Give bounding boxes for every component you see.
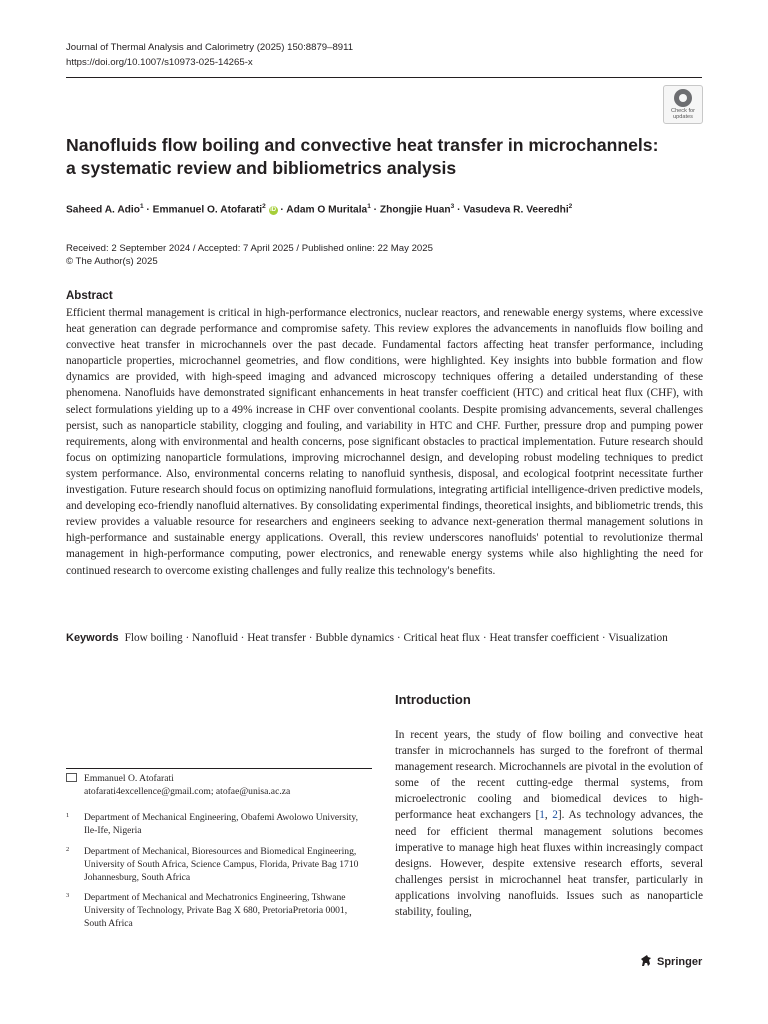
check-for-updates-badge[interactable]	[663, 85, 703, 124]
author-affiliation-mark: 2	[568, 203, 573, 210]
author-affiliation-mark: 2	[262, 203, 266, 210]
author-affiliation-mark: 1	[367, 203, 371, 210]
author-name[interactable]: Emmanuel O. Atofarati	[152, 204, 263, 216]
author-name[interactable]: Vasudeva R. Veeredhi	[463, 204, 569, 216]
copyright-line: © The Author(s) 2025	[66, 256, 158, 267]
journal-header	[66, 41, 353, 70]
affiliation-number: 2	[66, 846, 70, 853]
introduction-text	[395, 727, 703, 920]
affiliation	[66, 845, 366, 884]
affiliation-text: Department of Mechanical and Mechatronics Engineering, Tshwane University of Technology, Private Bag X 680, PretoriaPretoria 0001, South Africa	[84, 892, 348, 929]
author-list: Saheed A. Adio$^1$ · Emmanuel O. Atofarati$^2$ iD · Adam O Muritala$^1$ · Zhongjie Huan$^3$ · Vasudeva R. Veeredhi$^2$	[66, 203, 573, 216]
footnote-rule	[66, 768, 372, 769]
title-line-1: Nanofluids flow boiling and convective heat transfer in microchannels:	[66, 135, 659, 155]
citation-separator: ,	[544, 809, 553, 822]
affiliation-number: 3	[66, 892, 70, 899]
orcid-icon[interactable]: iD	[270, 207, 277, 214]
envelope-icon	[66, 773, 77, 782]
citation-link[interactable]: 2	[552, 809, 558, 822]
introduction-heading: Introduction	[395, 692, 471, 707]
affiliation-text: Department of Mechanical Engineering, Obafemi Awolowo University, Ile-Ife, Nigeria	[84, 812, 358, 836]
keywords-label: Keywords	[66, 632, 119, 644]
keywords-section	[66, 630, 703, 647]
intro-text-part: ]. As technology advances, the need for efficient thermal management solutions becomes imperative to manage high heat fluxes within increasingly compact designs. However, despite extensive research efforts, several challenges persist in microchannel heat transfer, particularly in applications involving nanofluids. Issues such as nanoparticle stability, fouling,	[395, 809, 703, 919]
intro-text-part: In recent years, the study of flow boiling and convective heat transfer in microchannels has surged to the forefront of thermal management research. Microchannels are pivotal in the evolution of some of the recent cutting-edge thermal systems, from microelectronic cooling and biomedical devices to high-performance heat exchangers [	[395, 729, 703, 822]
article-title	[66, 134, 686, 180]
publisher-name: Springer	[657, 956, 703, 968]
contact-name: Emmanuel O. Atofarati	[84, 773, 174, 784]
abstract-text: Efficient thermal management is critical in high-performance electronics, nuclear reactors, and renewable energy systems, where excessive heat generation can degrade performance and compromise safety. This review explores the advancements in nanofluids flow boiling and convective heat transfer in microchannels over the past decade. Fundamental factors affecting heat transfer performance, including nanoparticle properties, microchannel geometries, and flow conditions, were highlighted. Key insights into bubble formation and flow dynamics are provided, with high-speed imaging and advanced microscopy techniques offering a detailed understanding of these phenomena. Nanofluids have demonstrated significant enhancements in heat transfer coefficient (HTC) and critical heat flux (CHF), with select formulations yielding up to a 49% increase in CHF over conventional coolants. Despite promising advancements, several challenges persist, such as nanoparticle stability, clogging and fouling, and variability in HTC and CHF. Further, pressure drop and pumping power requirements, along with environmental and health concerns, pose significant obstacles to practical implementation. Future research should focus on optimizing nanoparticle formulations, improving microchannel design, and developing robust modeling techniques to predict system performance. Also, environmental concerns relating to nanofluid synthesis, disposal, and ecological footprint necessitate further investigation. Future research should focus on optimizing nanofluid formulations, integrating artificial intelligence-driven predictive models, and developing eco-friendly nanofluid alternatives. By consolidating experimental findings, theoretical insights, and bibliometric trends, this review provides a valuable resource for researchers and engineers seeking to advance next-generation thermal management solutions in high-performance and sustainable energy applications. Overall, this review underscores nanofluids' potential to revolutionize thermal management in high-performance computing, power electronics, and renewable energy systems while also highlighting the need for continued research to overcome existing challenges and fully realize this technology's benefits.	[66, 307, 703, 577]
badge-label-2: updates	[673, 114, 693, 120]
header-rule	[66, 77, 702, 78]
author-name[interactable]: Adam O Muritala	[286, 204, 368, 216]
author-affiliation-mark: 1	[139, 203, 144, 210]
publisher-logo	[639, 954, 702, 968]
badge-label-1: Check for	[671, 108, 695, 114]
publication-dates	[66, 242, 433, 268]
doi-link[interactable]: https://doi.org/10.1007/s10973-025-14265-x	[66, 56, 253, 68]
affiliation-text: Department of Mechanical, Bioresources and Biomedical Engineering, University of South Africa, Science Campus, Florida, Private Bag 1710 Johannesburg, South Africa	[84, 846, 359, 883]
check-for-updates-icon	[674, 89, 692, 107]
author-name[interactable]: Zhongjie Huan	[379, 204, 451, 216]
affiliation	[66, 891, 366, 930]
abstract-heading: Abstract	[66, 290, 113, 302]
corresponding-author	[66, 772, 290, 798]
affiliation-number: 1	[66, 812, 70, 819]
affiliation	[66, 811, 366, 837]
journal-citation: Journal of Thermal Analysis and Calorimetry (2025) 150:8879–8911	[66, 42, 354, 53]
author-name[interactable]: Saheed A. Adio	[66, 204, 140, 216]
citation-link[interactable]: 1	[539, 809, 545, 822]
history-dates: Received: 2 September 2024 / Accepted: 7 April 2025 / Published online: 22 May 2025	[66, 243, 433, 254]
keywords-list: Flow boiling · Nanofluid · Heat transfer · Bubble dynamics · Critical heat flux · Heat transfer coefficient · Visualization	[124, 632, 668, 644]
title-line-2: a systematic review and bibliometrics analysis	[66, 158, 457, 178]
author-affiliation-mark: 3	[450, 203, 455, 210]
springer-horse-icon	[639, 954, 653, 968]
contact-email[interactable]: atofarati4excellence@gmail.com; atofae@unisa.ac.za	[84, 786, 291, 797]
